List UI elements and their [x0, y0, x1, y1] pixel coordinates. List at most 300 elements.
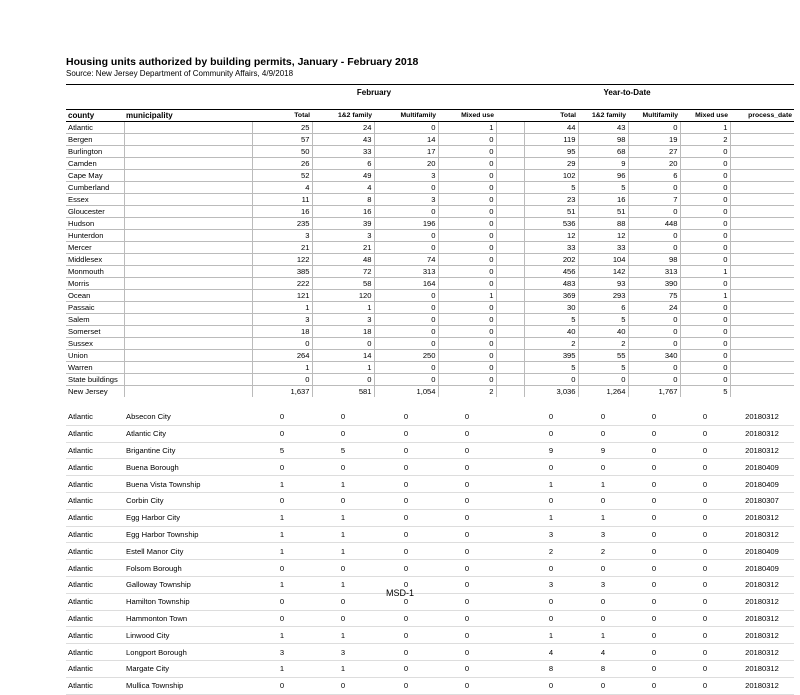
- feb-multifamily: 0: [374, 314, 438, 326]
- ytd-multifamily: 0: [628, 374, 680, 386]
- ytd-mixed: 1: [680, 290, 730, 302]
- process-date-cell: [730, 170, 794, 182]
- feb-mixed: 0: [438, 134, 496, 146]
- process-date-cell: [730, 290, 794, 302]
- ytd-12family: 96: [578, 170, 628, 182]
- county-name: Hunterdon: [66, 230, 124, 242]
- ytd-12family: 40: [578, 326, 628, 338]
- municipality-cell: [124, 182, 252, 194]
- municipality-cell: [124, 338, 252, 350]
- gap-cell: [496, 278, 524, 290]
- municipality-row: [66, 442, 794, 459]
- ytd-12family: 0: [578, 610, 628, 627]
- municipality-cell: [124, 314, 252, 326]
- ytd-total: 0: [524, 593, 578, 610]
- feb-total: 0: [252, 459, 312, 476]
- feb-mixed: 0: [438, 492, 496, 509]
- ytd-multifamily: 313: [628, 266, 680, 278]
- feb-12family: 1: [312, 576, 374, 593]
- feb-multifamily: 164: [374, 278, 438, 290]
- county-row: [66, 206, 794, 218]
- municipality-cell: [124, 206, 252, 218]
- feb-multifamily: 0: [374, 122, 438, 134]
- ytd-total: 4: [524, 644, 578, 661]
- county-row: [66, 290, 794, 302]
- county-row: [66, 122, 794, 134]
- feb-multifamily: 0: [374, 593, 438, 610]
- ytd-total: 9: [524, 442, 578, 459]
- ytd-mixed: 0: [680, 526, 730, 543]
- gap: [496, 509, 524, 526]
- ytd-multifamily: 0: [628, 362, 680, 374]
- county-name: Atlantic: [66, 593, 124, 610]
- col-feb-multifamily: Multifamily: [374, 110, 438, 122]
- gap-cell: [496, 290, 524, 302]
- feb-total: 3: [252, 644, 312, 661]
- ytd-multifamily: 340: [628, 350, 680, 362]
- county-row: [66, 362, 794, 374]
- feb-mixed: 0: [438, 409, 496, 425]
- process-date: 20180312: [730, 409, 794, 425]
- feb-total: 18: [252, 326, 312, 338]
- county-row: [66, 218, 794, 230]
- ytd-mixed: 1: [680, 266, 730, 278]
- process-date-cell: [730, 326, 794, 338]
- feb-mixed: 0: [438, 459, 496, 476]
- ytd-12family: 68: [578, 146, 628, 158]
- ytd-multifamily: 19: [628, 134, 680, 146]
- feb-mixed: 0: [438, 266, 496, 278]
- feb-12family: 0: [312, 610, 374, 627]
- ytd-12family: 6: [578, 302, 628, 314]
- municipality-cell: [124, 362, 252, 374]
- municipality-name: Margate City: [124, 660, 252, 677]
- feb-12family: 1: [312, 627, 374, 644]
- feb-mixed: 0: [438, 182, 496, 194]
- feb-12family: 0: [312, 338, 374, 350]
- municipality-row: [66, 476, 794, 493]
- feb-mixed: 1: [438, 290, 496, 302]
- feb-mixed: 0: [438, 326, 496, 338]
- process-date-cell: [730, 278, 794, 290]
- feb-12family: 3: [312, 644, 374, 661]
- feb-12family: 1: [312, 509, 374, 526]
- ytd-mixed: 0: [680, 459, 730, 476]
- permits-table: [66, 84, 794, 695]
- ytd-mixed: 5: [680, 386, 730, 398]
- ytd-12family: 0: [578, 492, 628, 509]
- process-date-cell: [730, 158, 794, 170]
- county-name: Atlantic: [66, 442, 124, 459]
- feb-12family: 24: [312, 122, 374, 134]
- ytd-12family: 4: [578, 644, 628, 661]
- ytd-mixed: 0: [680, 677, 730, 694]
- ytd-multifamily: 448: [628, 218, 680, 230]
- feb-12family: 0: [312, 492, 374, 509]
- process-date: 20180409: [730, 476, 794, 493]
- county-name: New Jersey: [66, 386, 124, 398]
- ytd-group-label: Year-to-Date: [524, 85, 730, 100]
- ytd-12family: 142: [578, 266, 628, 278]
- ytd-12family: 1: [578, 476, 628, 493]
- ytd-12family: 88: [578, 218, 628, 230]
- feb-total: 57: [252, 134, 312, 146]
- feb-12family: 39: [312, 218, 374, 230]
- feb-total: 1: [252, 660, 312, 677]
- feb-mixed: 0: [438, 302, 496, 314]
- feb-total: 0: [252, 610, 312, 627]
- feb-12family: 3: [312, 314, 374, 326]
- feb-multifamily: 196: [374, 218, 438, 230]
- county-row: [66, 350, 794, 362]
- gap-cell: [496, 362, 524, 374]
- municipality-row: [66, 459, 794, 476]
- county-name: Middlesex: [66, 254, 124, 266]
- municipality-cell: [124, 254, 252, 266]
- feb-total: 0: [252, 677, 312, 694]
- feb-multifamily: 0: [374, 644, 438, 661]
- feb-total: 0: [252, 492, 312, 509]
- gap: [496, 425, 524, 442]
- municipality-row: [66, 677, 794, 694]
- ytd-multifamily: 6: [628, 170, 680, 182]
- ytd-12family: 2: [578, 338, 628, 350]
- ytd-total: 12: [524, 230, 578, 242]
- feb-multifamily: 0: [374, 576, 438, 593]
- ytd-multifamily: 24: [628, 302, 680, 314]
- ytd-total: 5: [524, 362, 578, 374]
- county-row: [66, 374, 794, 386]
- ytd-multifamily: 0: [628, 338, 680, 350]
- ytd-multifamily: 0: [628, 526, 680, 543]
- process-date: 20180312: [730, 660, 794, 677]
- ytd-multifamily: 0: [628, 560, 680, 577]
- feb-mixed: 0: [438, 593, 496, 610]
- ytd-total: 3: [524, 526, 578, 543]
- county-row: [66, 242, 794, 254]
- feb-12family: 581: [312, 386, 374, 398]
- ytd-multifamily: 0: [628, 543, 680, 560]
- feb-mixed: 0: [438, 425, 496, 442]
- feb-mixed: 0: [438, 278, 496, 290]
- process-date-cell: [730, 122, 794, 134]
- county-name: Atlantic: [66, 677, 124, 694]
- ytd-12family: 9: [578, 442, 628, 459]
- county-row: [66, 146, 794, 158]
- feb-multifamily: 250: [374, 350, 438, 362]
- ytd-mixed: 0: [680, 660, 730, 677]
- ytd-12family: 5: [578, 314, 628, 326]
- county-name: Essex: [66, 194, 124, 206]
- ytd-multifamily: 0: [628, 459, 680, 476]
- county-name: Hudson: [66, 218, 124, 230]
- ytd-mixed: 0: [680, 146, 730, 158]
- ytd-12family: 5: [578, 182, 628, 194]
- feb-total: 122: [252, 254, 312, 266]
- feb-total: 385: [252, 266, 312, 278]
- ytd-12family: 93: [578, 278, 628, 290]
- feb-total: 1: [252, 302, 312, 314]
- feb-mixed: 0: [438, 476, 496, 493]
- process-date-cell: [730, 254, 794, 266]
- feb-12family: 48: [312, 254, 374, 266]
- feb-total: 25: [252, 122, 312, 134]
- county-name: Atlantic: [66, 459, 124, 476]
- col-county: county: [66, 110, 124, 122]
- feb-mixed: 0: [438, 610, 496, 627]
- ytd-mixed: 0: [680, 278, 730, 290]
- gap: [496, 560, 524, 577]
- ytd-12family: 16: [578, 194, 628, 206]
- process-date: 20180312: [730, 677, 794, 694]
- gap-cell: [496, 230, 524, 242]
- municipality-name: Buena Vista Township: [124, 476, 252, 493]
- municipality-cell: [124, 278, 252, 290]
- municipality-name: Galloway Township: [124, 576, 252, 593]
- feb-total: 1: [252, 627, 312, 644]
- county-name: Cumberland: [66, 182, 124, 194]
- ytd-multifamily: 0: [628, 230, 680, 242]
- ytd-multifamily: 0: [628, 442, 680, 459]
- feb-multifamily: 0: [374, 459, 438, 476]
- ytd-12family: 0: [578, 374, 628, 386]
- gap-cell: [496, 242, 524, 254]
- feb-12family: 6: [312, 158, 374, 170]
- ytd-12family: 1: [578, 627, 628, 644]
- ytd-12family: 0: [578, 425, 628, 442]
- ytd-total: 0: [524, 677, 578, 694]
- county-name: Bergen: [66, 134, 124, 146]
- ytd-total: 51: [524, 206, 578, 218]
- col-municipality: municipality: [124, 110, 252, 122]
- process-date-cell: [730, 386, 794, 398]
- col-feb-total: Total: [252, 110, 312, 122]
- ytd-multifamily: 98: [628, 254, 680, 266]
- feb-multifamily: 74: [374, 254, 438, 266]
- municipality-row: [66, 543, 794, 560]
- ytd-total: 23: [524, 194, 578, 206]
- feb-multifamily: 0: [374, 677, 438, 694]
- page-footer: MSD-1: [385, 588, 414, 598]
- ytd-total: 536: [524, 218, 578, 230]
- ytd-multifamily: 0: [628, 122, 680, 134]
- feb-mixed: 0: [438, 374, 496, 386]
- feb-total: 0: [252, 409, 312, 425]
- ytd-mixed: 0: [680, 509, 730, 526]
- feb-total: 50: [252, 146, 312, 158]
- process-date-cell: [730, 242, 794, 254]
- ytd-12family: 12: [578, 230, 628, 242]
- feb-multifamily: 0: [374, 242, 438, 254]
- ytd-total: 8: [524, 660, 578, 677]
- ytd-multifamily: 0: [628, 677, 680, 694]
- feb-mixed: 0: [438, 560, 496, 577]
- feb-total: 3: [252, 314, 312, 326]
- ytd-mixed: 0: [680, 230, 730, 242]
- county-name: Passaic: [66, 302, 124, 314]
- feb-mixed: 0: [438, 206, 496, 218]
- gap-cell: [496, 338, 524, 350]
- ytd-multifamily: 1,767: [628, 386, 680, 398]
- municipality-cell: [124, 302, 252, 314]
- county-name: Monmouth: [66, 266, 124, 278]
- ytd-total: 119: [524, 134, 578, 146]
- process-date-cell: [730, 266, 794, 278]
- process-date: 20180307: [730, 492, 794, 509]
- county-name: Atlantic: [66, 492, 124, 509]
- feb-total: 1: [252, 362, 312, 374]
- ytd-mixed: 0: [680, 194, 730, 206]
- feb-12family: 1: [312, 362, 374, 374]
- feb-12family: 0: [312, 425, 374, 442]
- feb-mixed: 0: [438, 194, 496, 206]
- municipality-name: Hammonton Town: [124, 610, 252, 627]
- ytd-total: 30: [524, 302, 578, 314]
- gap-cell: [496, 218, 524, 230]
- municipality-cell: [124, 374, 252, 386]
- feb-mixed: 0: [438, 314, 496, 326]
- feb-multifamily: 0: [374, 442, 438, 459]
- ytd-total: 1: [524, 509, 578, 526]
- ytd-total: 2: [524, 338, 578, 350]
- ytd-12family: 293: [578, 290, 628, 302]
- county-name: Atlantic: [66, 610, 124, 627]
- report-source: Source: New Jersey Department of Community Affairs, 4/9/2018: [66, 69, 294, 78]
- feb-multifamily: 14: [374, 134, 438, 146]
- ytd-12family: 5: [578, 362, 628, 374]
- feb-total: 5: [252, 442, 312, 459]
- feb-12family: 0: [312, 677, 374, 694]
- county-name: Somerset: [66, 326, 124, 338]
- feb-12family: 43: [312, 134, 374, 146]
- municipality-cell: [124, 218, 252, 230]
- feb-total: 1: [252, 576, 312, 593]
- feb-multifamily: 17: [374, 146, 438, 158]
- feb-total: 0: [252, 593, 312, 610]
- col-ytd-multifamily: Multifamily: [628, 110, 680, 122]
- municipality-row: [66, 509, 794, 526]
- ytd-12family: 0: [578, 409, 628, 425]
- municipality-row: [66, 660, 794, 677]
- county-name: Atlantic: [66, 543, 124, 560]
- municipality-cell: [124, 158, 252, 170]
- ytd-mixed: 0: [680, 326, 730, 338]
- municipality-cell: [124, 266, 252, 278]
- ytd-multifamily: 0: [628, 182, 680, 194]
- feb-mixed: 0: [438, 254, 496, 266]
- ytd-multifamily: 0: [628, 644, 680, 661]
- county-name: Warren: [66, 362, 124, 374]
- feb-12family: 0: [312, 593, 374, 610]
- county-name: Gloucester: [66, 206, 124, 218]
- process-date-cell: [730, 146, 794, 158]
- municipality-cell: [124, 290, 252, 302]
- ytd-12family: 0: [578, 677, 628, 694]
- municipality-name: Buena Borough: [124, 459, 252, 476]
- process-date: 20180312: [730, 610, 794, 627]
- county-name: Atlantic: [66, 560, 124, 577]
- county-name: Salem: [66, 314, 124, 326]
- process-date-cell: [730, 194, 794, 206]
- municipality-name: Atlantic City: [124, 425, 252, 442]
- feb-multifamily: 0: [374, 509, 438, 526]
- process-date: 20180409: [730, 459, 794, 476]
- process-date: 20180312: [730, 627, 794, 644]
- county-row: [66, 302, 794, 314]
- ytd-total: 2: [524, 543, 578, 560]
- process-date: 20180312: [730, 509, 794, 526]
- feb-multifamily: 0: [374, 182, 438, 194]
- feb-multifamily: 3: [374, 194, 438, 206]
- feb-mixed: 2: [438, 386, 496, 398]
- county-name: Atlantic: [68, 123, 93, 132]
- ytd-12family: 0: [578, 560, 628, 577]
- county-row: [66, 230, 794, 242]
- gap: [496, 644, 524, 661]
- feb-total: 1: [252, 526, 312, 543]
- ytd-total: 0: [524, 610, 578, 627]
- county-row: [66, 338, 794, 350]
- ytd-mixed: 0: [680, 442, 730, 459]
- ytd-12family: 43: [578, 122, 628, 134]
- ytd-12family: 8: [578, 660, 628, 677]
- process-date: 20180312: [730, 442, 794, 459]
- process-date-cell: [730, 230, 794, 242]
- municipality-cell: [124, 230, 252, 242]
- municipality-cell: [124, 326, 252, 338]
- feb-mixed: 0: [438, 218, 496, 230]
- ytd-mixed: 1: [680, 122, 730, 134]
- gap: [496, 610, 524, 627]
- ytd-multifamily: 0: [628, 593, 680, 610]
- county-name: Atlantic: [66, 660, 124, 677]
- gap-cell: [496, 170, 524, 182]
- feb-mixed: 1: [438, 122, 496, 134]
- feb-total: 264: [252, 350, 312, 362]
- ytd-total: 395: [524, 350, 578, 362]
- process-date: 20180409: [730, 543, 794, 560]
- process-date-cell: [730, 314, 794, 326]
- feb-12family: 0: [312, 459, 374, 476]
- ytd-mixed: 0: [680, 338, 730, 350]
- feb-total: 1,637: [252, 386, 312, 398]
- ytd-12family: 51: [578, 206, 628, 218]
- ytd-multifamily: 7: [628, 194, 680, 206]
- process-date: 20180312: [730, 425, 794, 442]
- feb-multifamily: 0: [374, 610, 438, 627]
- municipality-name: Egg Harbor Township: [124, 526, 252, 543]
- feb-multifamily: 1,054: [374, 386, 438, 398]
- group-header-row: [66, 85, 794, 100]
- gap-cell: [496, 326, 524, 338]
- feb-multifamily: 0: [374, 326, 438, 338]
- gap-cell: [496, 122, 524, 134]
- ytd-mixed: 0: [680, 182, 730, 194]
- process-date-cell: [730, 134, 794, 146]
- feb-multifamily: 0: [374, 302, 438, 314]
- feb-12family: 21: [312, 242, 374, 254]
- col-process-date: process_date: [730, 110, 794, 122]
- ytd-mixed: 0: [680, 409, 730, 425]
- municipality-name: Corbin City: [124, 492, 252, 509]
- feb-12family: 16: [312, 206, 374, 218]
- gap-cell: [496, 146, 524, 158]
- gap: [496, 543, 524, 560]
- ytd-12family: 55: [578, 350, 628, 362]
- gap: [496, 442, 524, 459]
- municipality-cell: [124, 386, 252, 398]
- feb-multifamily: 0: [374, 362, 438, 374]
